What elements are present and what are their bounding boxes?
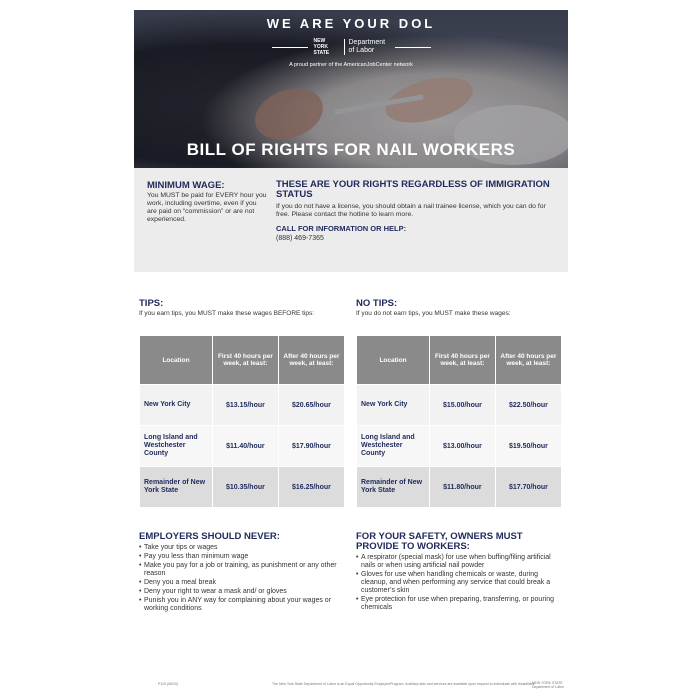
employers-never-list bbox=[139, 544, 349, 614]
logo-separator bbox=[344, 39, 345, 55]
table-header-row bbox=[140, 336, 345, 385]
partner-text: A proud partner of the AmericanJobCenter network bbox=[289, 62, 413, 68]
location-cell: New York City bbox=[357, 385, 430, 426]
list-item: • Pay you less than minimum wage bbox=[139, 553, 349, 561]
form-code: P115 (06/20) bbox=[158, 682, 178, 686]
wage-cell: $11.40/hour bbox=[213, 426, 279, 467]
location-cell: Long Island and Westchester County bbox=[140, 426, 213, 467]
divider bbox=[395, 47, 431, 48]
minimum-wage-section bbox=[147, 180, 267, 224]
list-item: • Deny you a meal break bbox=[139, 579, 349, 587]
table-row bbox=[357, 426, 562, 467]
eeo-statement: The New York State Department of Labor is an Equal Opportunity Employer/Program. Auxiliary aids and services are available upon request to individuals with disabilities. bbox=[272, 682, 536, 686]
wage-cell: $20.65/hour bbox=[278, 385, 344, 426]
location-cell: Remainder of New York State bbox=[140, 467, 213, 508]
location-cell: New York City bbox=[140, 385, 213, 426]
wage-cell: $22.50/hour bbox=[495, 385, 561, 426]
logo-box bbox=[314, 38, 389, 56]
table-row bbox=[140, 426, 345, 467]
dept-logo-text: Department of Labor bbox=[348, 39, 386, 54]
employers-never-heading: EMPLOYERS SHOULD NEVER: bbox=[139, 531, 280, 542]
safety-list bbox=[356, 554, 564, 613]
column-header: First 40 hours per week, at least: bbox=[430, 336, 496, 385]
table-header-row bbox=[357, 336, 562, 385]
tips-subheading: If you earn tips, you MUST make these wages BEFORE tips: bbox=[139, 310, 315, 317]
dol-logo bbox=[134, 38, 568, 56]
wage-cell: $15.00/hour bbox=[430, 385, 496, 426]
list-item: • Take your tips or wages bbox=[139, 544, 349, 552]
list-item: • Eye protection for use when preparing, transferring, or pouring chemicals bbox=[356, 596, 564, 612]
table-row bbox=[140, 385, 345, 426]
poster bbox=[134, 10, 568, 690]
hotline-phone: (888) 469-7365 bbox=[276, 235, 324, 242]
table-row bbox=[357, 467, 562, 508]
call-heading: CALL FOR INFORMATION OR HELP: bbox=[276, 224, 407, 233]
location-cell: Remainder of New York State bbox=[357, 467, 430, 508]
minimum-wage-heading: MINIMUM WAGE: bbox=[147, 180, 225, 191]
list-item: • Make you pay for a job or training, as punishment or any other reason bbox=[139, 562, 349, 578]
wage-cell: $17.90/hour bbox=[278, 426, 344, 467]
table-row bbox=[357, 385, 562, 426]
tips-table bbox=[139, 335, 345, 508]
list-item: • Gloves for use when handling chemicals or waste, during cleanup, and when performing any service that could break a customer’s skin bbox=[356, 571, 564, 595]
wage-cell: $10.35/hour bbox=[213, 467, 279, 508]
list-item: • A respirator (special mask) for use when buffing/filing artificial nails or when using artificial nail powder bbox=[356, 554, 564, 570]
column-header: After 40 hours per week, at least: bbox=[495, 336, 561, 385]
rights-section bbox=[276, 180, 561, 242]
minimum-wage-text: You MUST be paid for EVERY hour you work, including overtime, even if you are paid on “commission” or are not experienced. bbox=[147, 192, 267, 223]
footer-logo: NEW YORK STATE Department of Labor bbox=[532, 681, 565, 689]
divider bbox=[272, 47, 308, 48]
info-band bbox=[134, 168, 568, 272]
no-tips-table bbox=[356, 335, 562, 508]
wage-cell: $13.15/hour bbox=[213, 385, 279, 426]
location-cell: Long Island and Westchester County bbox=[357, 426, 430, 467]
hero-banner bbox=[134, 10, 568, 168]
no-tips-heading: NO TIPS: bbox=[356, 298, 398, 309]
column-header: Location bbox=[140, 336, 213, 385]
state-logo-text: NEW YORK STATE bbox=[313, 38, 330, 56]
wage-cell: $16.25/hour bbox=[278, 467, 344, 508]
rights-heading: THESE ARE YOUR RIGHTS REGARDLESS OF IMMIGRATION STATUS bbox=[276, 179, 550, 200]
wage-cell: $11.80/hour bbox=[430, 467, 496, 508]
column-header: After 40 hours per week, at least: bbox=[278, 336, 344, 385]
column-header: First 40 hours per week, at least: bbox=[213, 336, 279, 385]
tips-heading: TIPS: bbox=[139, 298, 164, 309]
wage-cell: $19.50/hour bbox=[495, 426, 561, 467]
rights-text: If you do not have a license, you should obtain a nail trainee license, which you can do for free. Please contact the hotline to learn more. bbox=[276, 203, 546, 218]
list-item: • Punish you in ANY way for complaining about your wages or working conditions bbox=[139, 597, 349, 613]
tagline: WE ARE YOUR DOL bbox=[266, 16, 436, 31]
list-item: • Deny your right to wear a mask and/ or gloves bbox=[139, 588, 349, 596]
no-tips-subheading: If you do not earn tips, you MUST make these wages: bbox=[356, 310, 511, 317]
wage-cell: $17.70/hour bbox=[495, 467, 561, 508]
wage-cell: $13.00/hour bbox=[430, 426, 496, 467]
page-title: BILL OF RIGHTS FOR NAIL WORKERS bbox=[186, 140, 516, 159]
column-header: Location bbox=[357, 336, 430, 385]
safety-heading: FOR YOUR SAFETY, OWNERS MUST PROVIDE TO WORKERS: bbox=[356, 531, 523, 552]
table-row bbox=[140, 467, 345, 508]
